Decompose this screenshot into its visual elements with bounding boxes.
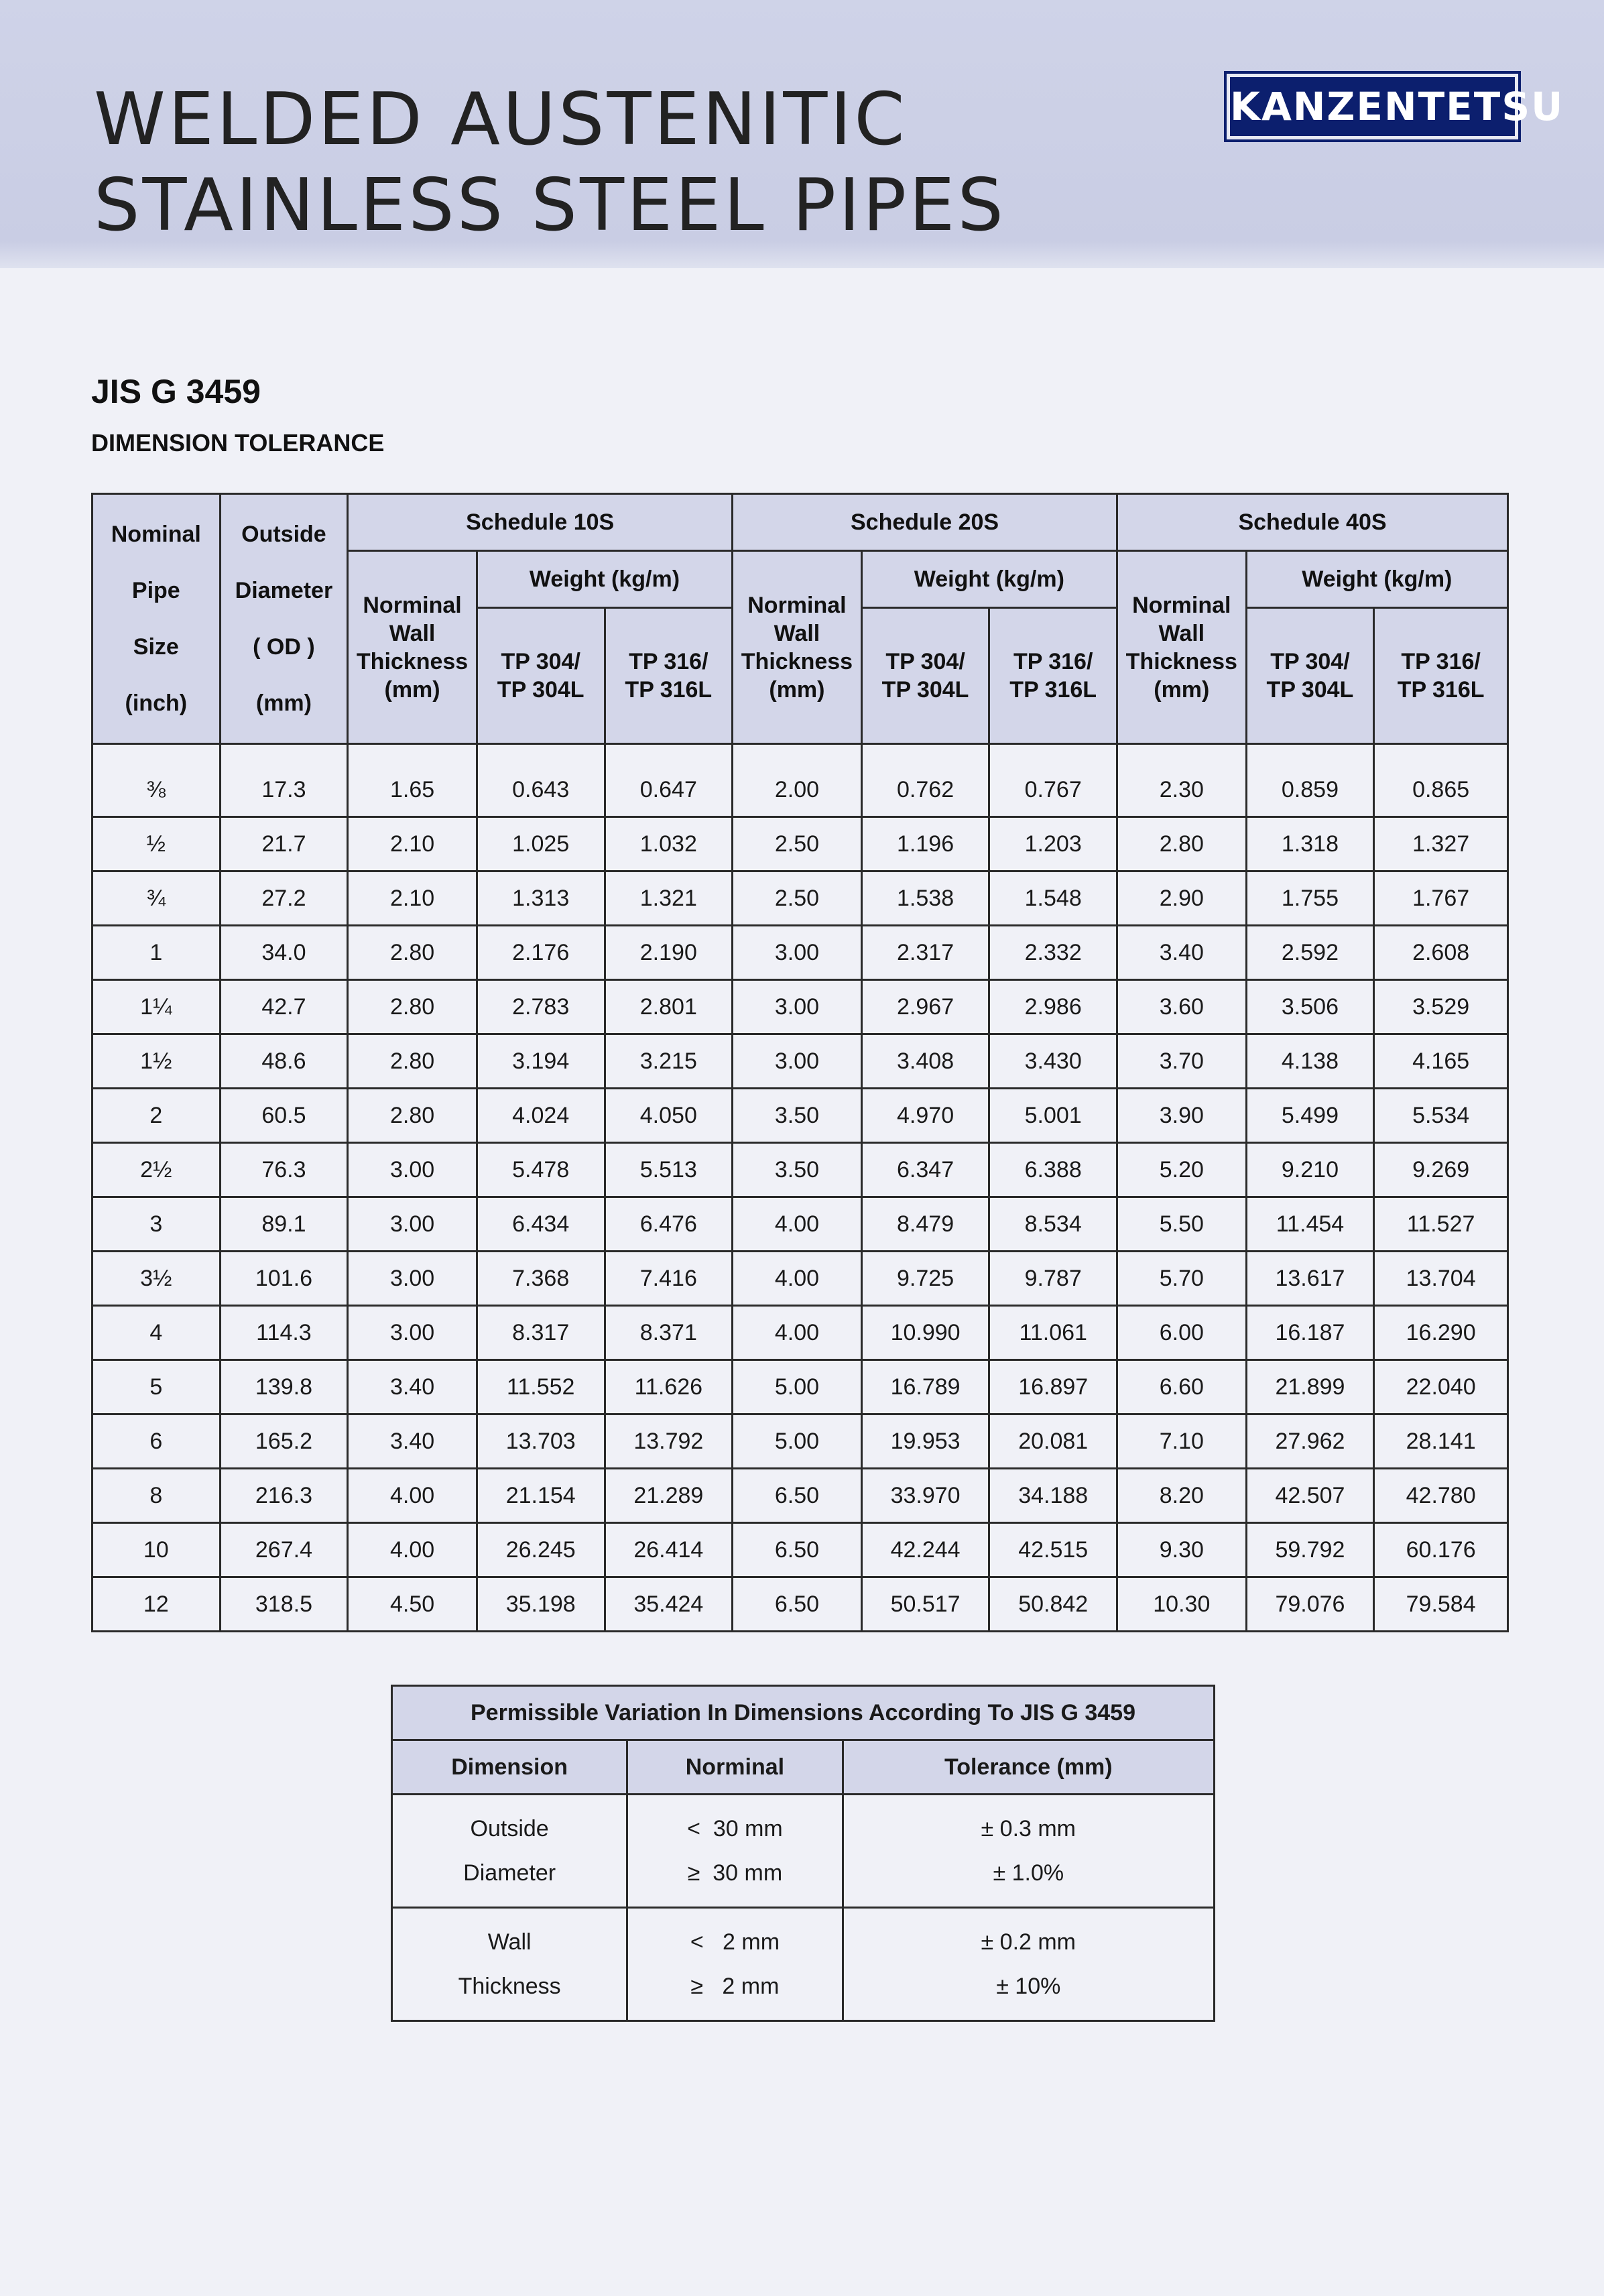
table-cell: 5.534 bbox=[1374, 1089, 1508, 1143]
table-cell: 13.703 bbox=[477, 1414, 605, 1469]
table-cell: 42.244 bbox=[861, 1523, 989, 1577]
table-cell: 3.00 bbox=[733, 1034, 862, 1089]
table-cell: 13.792 bbox=[605, 1414, 733, 1469]
table-cell: 42.507 bbox=[1246, 1469, 1374, 1523]
table-cell: 19.953 bbox=[861, 1414, 989, 1469]
table-cell: 16.290 bbox=[1374, 1306, 1508, 1360]
table-cell: 2.783 bbox=[477, 980, 605, 1034]
table-cell: 2.50 bbox=[733, 817, 862, 871]
table-cell: 21.154 bbox=[477, 1469, 605, 1523]
table-cell: 21.7 bbox=[220, 817, 348, 871]
table-cell: 1.032 bbox=[605, 817, 733, 871]
table-cell: 34.0 bbox=[220, 926, 348, 980]
table-cell: 216.3 bbox=[220, 1469, 348, 1523]
table-cell: 1.767 bbox=[1374, 871, 1508, 926]
table-cell: 3.70 bbox=[1117, 1034, 1247, 1089]
table-cell: 21.289 bbox=[605, 1469, 733, 1523]
table-cell: 2.80 bbox=[348, 1089, 477, 1143]
table-cell: 4 bbox=[92, 1306, 221, 1360]
table-cell: 5.001 bbox=[989, 1089, 1117, 1143]
logo-text-right: TETSU bbox=[1418, 84, 1564, 129]
table-cell: 1.538 bbox=[861, 871, 989, 926]
table-cell: 13.704 bbox=[1374, 1252, 1508, 1306]
table-cell: 34.188 bbox=[989, 1469, 1117, 1523]
table-cell: 3.40 bbox=[348, 1360, 477, 1414]
table-cell: 10 bbox=[92, 1523, 221, 1577]
variation-row-wall-thickness bbox=[392, 1908, 1215, 2021]
table-cell: 5 bbox=[92, 1360, 221, 1414]
header-schedule-10s: Schedule 10S bbox=[348, 494, 733, 551]
table-cell: 5.20 bbox=[1117, 1143, 1247, 1197]
table-row bbox=[92, 1523, 1508, 1577]
table-cell: 3.60 bbox=[1117, 980, 1247, 1034]
table-cell: 16.789 bbox=[861, 1360, 989, 1414]
table-cell: 2.801 bbox=[605, 980, 733, 1034]
header-schedule-20s: Schedule 20S bbox=[733, 494, 1117, 551]
header-wall-20s: Norminal Wall Thickness (mm) bbox=[733, 551, 862, 744]
table-cell: 11.061 bbox=[989, 1306, 1117, 1360]
table-cell: 6 bbox=[92, 1414, 221, 1469]
header-outside-diameter: Outside Diameter ( OD ) (mm) bbox=[220, 494, 348, 744]
table-cell: ⅜ bbox=[92, 764, 221, 817]
table-cell: 3.215 bbox=[605, 1034, 733, 1089]
variation-header-nominal: Norminal bbox=[627, 1740, 843, 1795]
table-cell: 6.347 bbox=[861, 1143, 989, 1197]
table-cell: 2.332 bbox=[989, 926, 1117, 980]
table-cell: 7.10 bbox=[1117, 1414, 1247, 1469]
variation-tolerance-cell: ± 0.2 mm ± 10% bbox=[843, 1908, 1214, 2021]
table-cell: 2.592 bbox=[1246, 926, 1374, 980]
table-cell: 2.176 bbox=[477, 926, 605, 980]
table-cell: 6.50 bbox=[733, 1577, 862, 1632]
table-cell: 50.517 bbox=[861, 1577, 989, 1632]
table-cell: 11.552 bbox=[477, 1360, 605, 1414]
table-cell: 10.990 bbox=[861, 1306, 989, 1360]
header-tp304-20s: TP 304/ TP 304L bbox=[861, 608, 989, 744]
header-weight-10s: Weight (kg/m) bbox=[477, 551, 732, 608]
table-cell: 5.478 bbox=[477, 1143, 605, 1197]
table-row bbox=[92, 1034, 1508, 1089]
table-cell: 267.4 bbox=[220, 1523, 348, 1577]
table-cell: 79.584 bbox=[1374, 1577, 1508, 1632]
table-cell: 2.10 bbox=[348, 871, 477, 926]
header-weight-20s: Weight (kg/m) bbox=[861, 551, 1117, 608]
table-cell: 0.643 bbox=[477, 764, 605, 817]
variation-dimension-cell: Outside Diameter bbox=[392, 1795, 627, 1908]
table-cell: 2.00 bbox=[733, 764, 862, 817]
table-cell: 11.626 bbox=[605, 1360, 733, 1414]
table-cell: 10.30 bbox=[1117, 1577, 1247, 1632]
table-cell: 16.187 bbox=[1246, 1306, 1374, 1360]
table-row bbox=[92, 1360, 1508, 1414]
table-cell: 2 bbox=[92, 1089, 221, 1143]
company-logo bbox=[1227, 74, 1564, 139]
section-subtitle: DIMENSION TOLERANCE bbox=[91, 429, 385, 457]
table-cell: 1½ bbox=[92, 1034, 221, 1089]
table-row bbox=[92, 1469, 1508, 1523]
table-cell: 13.617 bbox=[1246, 1252, 1374, 1306]
dimension-table bbox=[91, 493, 1509, 1632]
table-cell: 1.203 bbox=[989, 817, 1117, 871]
table-cell: 5.499 bbox=[1246, 1089, 1374, 1143]
table-cell: 6.50 bbox=[733, 1469, 862, 1523]
table-cell: 3.40 bbox=[1117, 926, 1247, 980]
table-cell: 2.90 bbox=[1117, 871, 1247, 926]
table-cell: 76.3 bbox=[220, 1143, 348, 1197]
page-title bbox=[94, 77, 1006, 249]
table-cell: 1.327 bbox=[1374, 817, 1508, 871]
header-wall-10s: Norminal Wall Thickness (mm) bbox=[348, 551, 477, 744]
table-cell: 9.269 bbox=[1374, 1143, 1508, 1197]
table-cell: 48.6 bbox=[220, 1034, 348, 1089]
table-row bbox=[92, 1252, 1508, 1306]
table-cell: 50.842 bbox=[989, 1577, 1117, 1632]
table-cell: 6.388 bbox=[989, 1143, 1117, 1197]
table-cell: 3 bbox=[92, 1197, 221, 1252]
table-cell: 6.434 bbox=[477, 1197, 605, 1252]
table-cell: 5.70 bbox=[1117, 1252, 1247, 1306]
table-cell: 27.2 bbox=[220, 871, 348, 926]
variation-header-dimension: Dimension bbox=[392, 1740, 627, 1795]
variation-row-outside-diameter bbox=[392, 1795, 1215, 1908]
table-cell: 3.00 bbox=[348, 1197, 477, 1252]
header-weight-40s: Weight (kg/m) bbox=[1246, 551, 1507, 608]
table-cell: 318.5 bbox=[220, 1577, 348, 1632]
table-cell: 1¼ bbox=[92, 980, 221, 1034]
table-row bbox=[92, 817, 1508, 871]
table-cell: 11.527 bbox=[1374, 1197, 1508, 1252]
table-cell: 42.780 bbox=[1374, 1469, 1508, 1523]
table-cell: 3.00 bbox=[733, 980, 862, 1034]
table-cell: 9.725 bbox=[861, 1252, 989, 1306]
table-cell: 8 bbox=[92, 1469, 221, 1523]
header-tp316-40s: TP 316/ TP 316L bbox=[1374, 608, 1508, 744]
standard-heading: JIS G 3459 bbox=[91, 373, 261, 410]
table-cell: 8.479 bbox=[861, 1197, 989, 1252]
table-row bbox=[92, 1197, 1508, 1252]
table-cell: 9.30 bbox=[1117, 1523, 1247, 1577]
variation-title: Permissible Variation In Dimensions According To JIS G 3459 bbox=[392, 1686, 1215, 1740]
table-cell: 5.50 bbox=[1117, 1197, 1247, 1252]
table-cell: 3.506 bbox=[1246, 980, 1374, 1034]
table-cell: 9.210 bbox=[1246, 1143, 1374, 1197]
table-cell: 0.762 bbox=[861, 764, 989, 817]
table-cell: 3.00 bbox=[348, 1143, 477, 1197]
table-cell: 1.321 bbox=[605, 871, 733, 926]
header-tp304-40s: TP 304/ TP 304L bbox=[1246, 608, 1374, 744]
table-cell: 4.50 bbox=[348, 1577, 477, 1632]
table-cell: 4.050 bbox=[605, 1089, 733, 1143]
table-row bbox=[92, 1306, 1508, 1360]
table-cell: 0.767 bbox=[989, 764, 1117, 817]
table-cell: 0.865 bbox=[1374, 764, 1508, 817]
table-cell: 7.416 bbox=[605, 1252, 733, 1306]
table-cell: 8.371 bbox=[605, 1306, 733, 1360]
table-cell: 4.00 bbox=[348, 1523, 477, 1577]
variation-dimension-cell: Wall Thickness bbox=[392, 1908, 627, 2021]
table-cell: 3.00 bbox=[348, 1306, 477, 1360]
table-cell: ½ bbox=[92, 817, 221, 871]
table-cell: 12 bbox=[92, 1577, 221, 1632]
table-cell: 4.970 bbox=[861, 1089, 989, 1143]
table-cell: 3.00 bbox=[733, 926, 862, 980]
table-cell: 2.10 bbox=[348, 817, 477, 871]
table-row bbox=[92, 980, 1508, 1034]
variation-nominal-cell: < 2 mm ≥ 2 mm bbox=[627, 1908, 843, 2021]
table-cell: 35.198 bbox=[477, 1577, 605, 1632]
header-wall-40s: Norminal Wall Thickness (mm) bbox=[1117, 551, 1247, 744]
table-cell: 4.138 bbox=[1246, 1034, 1374, 1089]
table-cell: 2.50 bbox=[733, 871, 862, 926]
table-row bbox=[92, 926, 1508, 980]
table-cell: 3.50 bbox=[733, 1143, 862, 1197]
table-row bbox=[92, 1143, 1508, 1197]
table-cell: 4.024 bbox=[477, 1089, 605, 1143]
variation-tolerance-cell: ± 0.3 mm ± 1.0% bbox=[843, 1795, 1214, 1908]
table-cell: 42.7 bbox=[220, 980, 348, 1034]
header-schedule-40s: Schedule 40S bbox=[1117, 494, 1508, 551]
table-cell: 8.534 bbox=[989, 1197, 1117, 1252]
table-cell: 2.80 bbox=[1117, 817, 1247, 871]
variation-nominal-cell: < 30 mm ≥ 30 mm bbox=[627, 1795, 843, 1908]
table-row bbox=[92, 764, 1508, 817]
table-cell: 22.040 bbox=[1374, 1360, 1508, 1414]
table-cell: 1.025 bbox=[477, 817, 605, 871]
table-cell: 4.00 bbox=[348, 1469, 477, 1523]
table-cell: ¾ bbox=[92, 871, 221, 926]
table-cell: 79.076 bbox=[1246, 1577, 1374, 1632]
table-cell: 2.80 bbox=[348, 926, 477, 980]
table-cell: 60.176 bbox=[1374, 1523, 1508, 1577]
header-tp316-20s: TP 316/ TP 316L bbox=[989, 608, 1117, 744]
table-cell: 0.859 bbox=[1246, 764, 1374, 817]
table-cell: 4.00 bbox=[733, 1252, 862, 1306]
header-tp316-10s: TP 316/ TP 316L bbox=[605, 608, 733, 744]
table-cell: 3.00 bbox=[348, 1252, 477, 1306]
table-cell: 1.548 bbox=[989, 871, 1117, 926]
logo-text-left: KANZEN bbox=[1230, 84, 1418, 129]
table-cell: 5.513 bbox=[605, 1143, 733, 1197]
table-row bbox=[92, 1089, 1508, 1143]
table-cell: 6.476 bbox=[605, 1197, 733, 1252]
table-cell: 8.20 bbox=[1117, 1469, 1247, 1523]
table-cell: 2.80 bbox=[348, 1034, 477, 1089]
table-cell: 27.962 bbox=[1246, 1414, 1374, 1469]
table-cell: 3½ bbox=[92, 1252, 221, 1306]
title-line-1: WELDED AUSTENITIC bbox=[94, 78, 908, 162]
table-cell: 1.318 bbox=[1246, 817, 1374, 871]
table-cell: 2.608 bbox=[1374, 926, 1508, 980]
table-cell: 3.194 bbox=[477, 1034, 605, 1089]
variation-table bbox=[391, 1685, 1215, 2022]
table-cell: 139.8 bbox=[220, 1360, 348, 1414]
table-cell: 2.80 bbox=[348, 980, 477, 1034]
table-cell: 3.40 bbox=[348, 1414, 477, 1469]
table-cell: 1 bbox=[92, 926, 221, 980]
page-header bbox=[0, 0, 1604, 268]
table-cell: 3.50 bbox=[733, 1089, 862, 1143]
table-cell: 3.90 bbox=[1117, 1089, 1247, 1143]
table-cell: 1.755 bbox=[1246, 871, 1374, 926]
table-cell: 17.3 bbox=[220, 764, 348, 817]
table-cell: 60.5 bbox=[220, 1089, 348, 1143]
table-cell: 16.897 bbox=[989, 1360, 1117, 1414]
table-cell: 7.368 bbox=[477, 1252, 605, 1306]
table-cell: 114.3 bbox=[220, 1306, 348, 1360]
table-cell: 89.1 bbox=[220, 1197, 348, 1252]
table-cell: 42.515 bbox=[989, 1523, 1117, 1577]
table-cell: 3.408 bbox=[861, 1034, 989, 1089]
variation-header-tolerance: Tolerance (mm) bbox=[843, 1740, 1214, 1795]
table-row bbox=[92, 871, 1508, 926]
table-cell: 6.50 bbox=[733, 1523, 862, 1577]
table-cell: 1.65 bbox=[348, 764, 477, 817]
table-cell: 4.00 bbox=[733, 1306, 862, 1360]
table-cell: 33.970 bbox=[861, 1469, 989, 1523]
table-cell: 8.317 bbox=[477, 1306, 605, 1360]
table-row bbox=[92, 1414, 1508, 1469]
table-cell: 5.00 bbox=[733, 1360, 862, 1414]
table-cell: 20.081 bbox=[989, 1414, 1117, 1469]
table-cell: 4.00 bbox=[733, 1197, 862, 1252]
table-cell: 2.986 bbox=[989, 980, 1117, 1034]
table-cell: 2.967 bbox=[861, 980, 989, 1034]
table-cell: 165.2 bbox=[220, 1414, 348, 1469]
table-cell: 9.787 bbox=[989, 1252, 1117, 1306]
table-cell: 21.899 bbox=[1246, 1360, 1374, 1414]
table-cell: 0.647 bbox=[605, 764, 733, 817]
table-cell: 6.00 bbox=[1117, 1306, 1247, 1360]
table-cell: 28.141 bbox=[1374, 1414, 1508, 1469]
title-line-2: STAINLESS STEEL PIPES bbox=[94, 164, 1006, 247]
table-cell: 5.00 bbox=[733, 1414, 862, 1469]
table-cell: 2.30 bbox=[1117, 764, 1247, 817]
table-cell: 101.6 bbox=[220, 1252, 348, 1306]
table-cell: 26.245 bbox=[477, 1523, 605, 1577]
table-cell: 2.190 bbox=[605, 926, 733, 980]
table-cell: 26.414 bbox=[605, 1523, 733, 1577]
table-cell: 35.424 bbox=[605, 1577, 733, 1632]
table-cell: 11.454 bbox=[1246, 1197, 1374, 1252]
header-tp304-10s: TP 304/ TP 304L bbox=[477, 608, 605, 744]
table-cell: 1.196 bbox=[861, 817, 989, 871]
table-cell: 2.317 bbox=[861, 926, 989, 980]
table-row bbox=[92, 1577, 1508, 1632]
table-cell: 1.313 bbox=[477, 871, 605, 926]
dimension-table-body bbox=[92, 764, 1508, 1632]
table-cell: 3.529 bbox=[1374, 980, 1508, 1034]
table-cell: 59.792 bbox=[1246, 1523, 1374, 1577]
header-nominal-pipe-size: Nominal Pipe Size (inch) bbox=[92, 494, 221, 744]
table-cell: 3.430 bbox=[989, 1034, 1117, 1089]
table-cell: 4.165 bbox=[1374, 1034, 1508, 1089]
table-cell: 2½ bbox=[92, 1143, 221, 1197]
table-cell: 6.60 bbox=[1117, 1360, 1247, 1414]
